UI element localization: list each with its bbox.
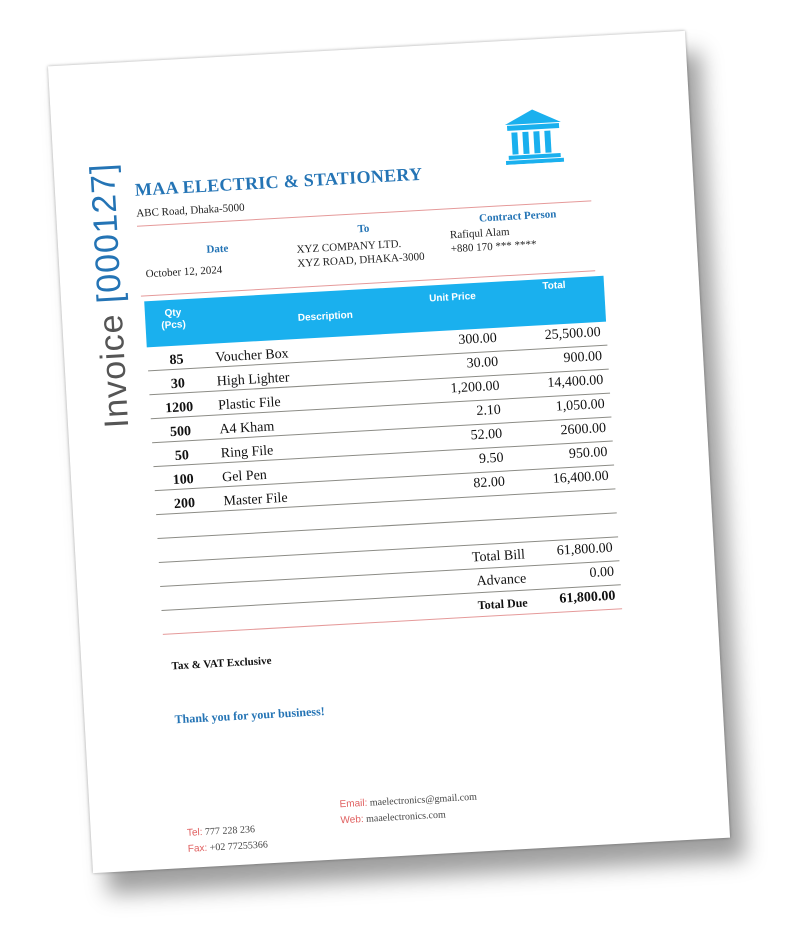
total-due-label: Total Due	[477, 595, 529, 613]
tel-value: 777 228 236	[204, 824, 256, 838]
row-total: 2600.00	[560, 420, 607, 439]
footer-phone	[187, 821, 269, 857]
row-description: Plastic File	[217, 394, 282, 414]
advance-value: 0.00	[589, 564, 615, 581]
row-total: 25,500.00	[544, 325, 602, 344]
footer-fax	[187, 837, 268, 857]
row-total: 900.00	[563, 348, 603, 367]
row-qty: 500	[169, 424, 192, 441]
fax-label: Fax:	[187, 842, 208, 855]
contact-info	[450, 223, 537, 256]
fax-value: +02 77255366	[209, 839, 269, 854]
invoice-word: Invoice	[91, 312, 137, 430]
contact-label: Contract Person	[478, 208, 557, 225]
footer-online	[339, 790, 478, 830]
header-unit-price: Unit Price	[428, 290, 477, 305]
row-qty: 30	[170, 376, 186, 393]
row-unit-price: 9.50	[478, 450, 504, 467]
row-unit-price: 30.00	[466, 354, 499, 372]
date-label: Date	[206, 242, 229, 256]
to-line1: XYZ COMPANY LTD.	[296, 238, 402, 256]
total-bill-value: 61,800.00	[556, 540, 614, 559]
date-value: October 12, 2024	[145, 264, 223, 281]
contact-phone: +880 170 *** ****	[450, 238, 537, 256]
header-qty-line1: Qty	[164, 307, 182, 320]
to-label: To	[357, 222, 370, 236]
row-qty: 200	[173, 495, 196, 513]
header-total: Total	[542, 279, 566, 293]
tel-label: Tel:	[186, 827, 203, 839]
items-table	[144, 276, 622, 635]
row-total: 16,400.00	[552, 468, 610, 487]
row-description: Voucher Box	[215, 346, 290, 366]
row-description: Ring File	[220, 443, 274, 462]
row-description: Master File	[223, 490, 288, 510]
row-qty: 85	[169, 352, 184, 369]
web-value: maaelectronics.com	[365, 809, 447, 825]
row-description: Gel Pen	[221, 467, 268, 486]
row-qty: 50	[174, 448, 190, 464]
invoice-page	[48, 31, 730, 873]
row-description: High Lighter	[216, 370, 290, 390]
company-name: MAA ELECTRIC & STATIONERY	[134, 163, 423, 200]
contact-name: Rafiqul Alam	[449, 225, 510, 242]
row-unit-price: 1,200.00	[450, 378, 500, 397]
row-qty: 1200	[164, 399, 194, 417]
invoice-number: [000127]	[83, 161, 130, 305]
row-unit-price: 82.00	[472, 474, 506, 492]
company-address: ABC Road, Dhaka-5000	[135, 201, 245, 220]
row-qty: 100	[172, 471, 195, 489]
row-total: 14,400.00	[547, 372, 604, 392]
bank-icon	[502, 106, 565, 165]
row-total: 950.00	[568, 444, 608, 462]
row-unit-price: 300.00	[457, 330, 498, 348]
web-label: Web:	[340, 813, 364, 827]
email-label: Email:	[339, 797, 368, 811]
row-unit-price: 2.10	[475, 402, 502, 420]
header-qty-line2: (Pcs)	[161, 319, 187, 332]
to-address	[296, 236, 425, 271]
thank-you-note: Thank you for your business!	[174, 704, 326, 727]
to-line2: XYZ ROAD, DHAKA-3000	[297, 250, 425, 270]
header-description: Description	[297, 309, 354, 324]
row-unit-price: 52.00	[470, 426, 503, 444]
total-bill-label: Total Bill	[471, 547, 526, 566]
header-qty	[151, 307, 196, 333]
advance-label: Advance	[476, 571, 527, 590]
row-total: 1,050.00	[555, 396, 606, 415]
tax-note: Tax & VAT Exclusive	[171, 654, 272, 673]
email-value: maelectronics@gmail.com	[369, 791, 478, 809]
row-description: A4 Kham	[219, 419, 275, 438]
total-due-value: 61,800.00	[559, 588, 616, 607]
